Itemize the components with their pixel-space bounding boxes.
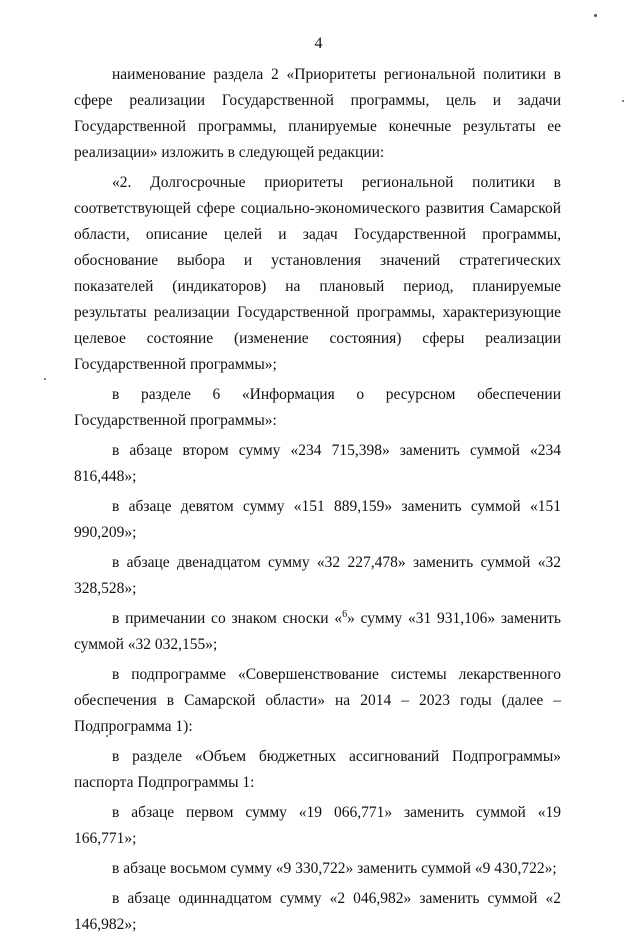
paragraph: в разделе 6 «Информация о ресурсном обеспечении Государственной программы»: [74,386,561,429]
paragraph: «2. Долгосрочные приоритеты региональной политики в соответствующей сфере социально-экономического развития Самарской области, описание целей и задач Государственной программы, обоснование выбора и установления значений стратегических показателей (индикаторов) на плановый период, планируемые результаты реализации Государственной программы, характеризующие целевое состояние (изменение состояния) сферы реализации Государственной программы»; [74,174,561,373]
paragraph: в абзаце втором сумму «234 715,398» заменить суммой «234 816,448»; [74,442,561,485]
paragraph: в разделе «Объем бюджетных ассигнований Подпрограммы» паспорта Подпрограммы 1: [74,748,561,791]
paragraph: в абзаце девятом сумму «151 889,159» заменить суммой «151 990,209»; [74,498,561,541]
document-body [74,62,561,938]
scan-speck [106,735,108,737]
paragraph-footnote-note [74,606,561,658]
page-number: 4 [314,35,323,52]
scan-speck [622,100,624,102]
footnote-marker: 6 [342,608,348,620]
paragraph: в абзаце первом сумму «19 066,771» заменить суммой «19 166,771»; [74,804,561,847]
paragraph: в подпрограмме «Совершенствование системы лекарственного обеспечения в Самарской области» на 2014 – 2023 годы (далее – Подпрограмма 1): [74,666,561,735]
footnote-text-before: в примечании со знаком сноски « [112,610,343,627]
paragraph: наименование раздела 2 «Приоритеты региональной политики в сфере реализации Государственной программы, цель и задачи Государственной программы, планируемые конечные результаты ее реализации» изложить в следующей редакции: [74,66,561,161]
scan-speck [594,14,597,17]
paragraph: в абзаце двенадцатом сумму «32 227,478» заменить суммой «32 328,528»; [74,554,561,597]
scan-speck [44,378,46,380]
paragraph: в абзаце восьмом сумму «9 330,722» заменить суммой «9 430,722»; [112,860,557,877]
paragraph: в абзаце одиннадцатом сумму «2 046,982» заменить суммой «2 146,982»; [74,890,561,933]
footnote-text-after: » сумму «31 931,106» заменить суммой «32 032,155»; [74,610,561,653]
